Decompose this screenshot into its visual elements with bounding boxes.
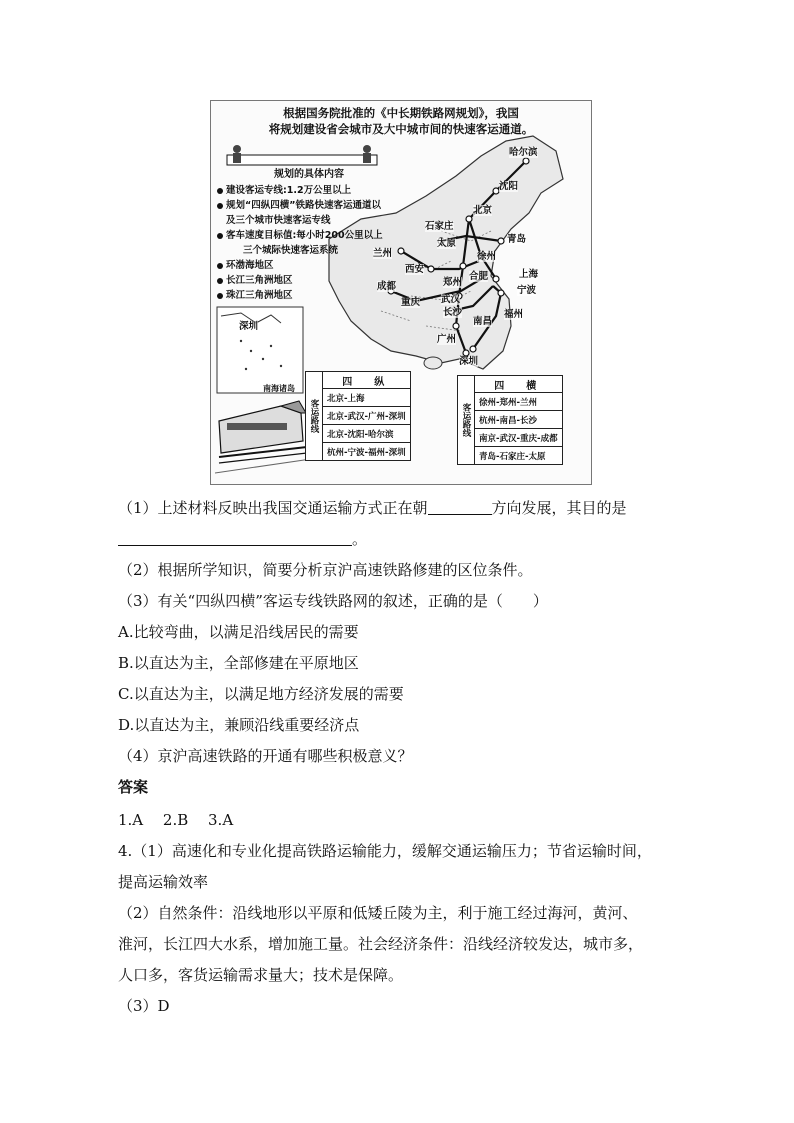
question-3: （3）有关“四纵四横”客运专线铁路网的叙述，正确的是（ ） bbox=[118, 592, 548, 610]
figure-title-line2: 将规划建设省会城市及大中城市间的快速客运通道。 bbox=[268, 122, 534, 136]
legend-item: 规划“四纵四横”铁路快速客运通道以 bbox=[217, 198, 401, 213]
question-4: （4）京沪高速铁路的开通有哪些积极意义？ bbox=[118, 747, 413, 765]
legend-heading: 规划的具体内容 bbox=[274, 169, 344, 180]
question-3-option-b: B.以直达为主，全部修建在平原地区 bbox=[118, 654, 359, 672]
table-row: 杭州-宁波-福州-深圳 bbox=[323, 443, 411, 461]
question-1: （1）上述材料反映出我国交通运输方式正在朝 方向发展，其目的是 bbox=[118, 499, 627, 517]
question-3-option-c: C.以直达为主，以满足地方经济发展的需要 bbox=[118, 685, 404, 703]
city-label-fuzhou: 福州 bbox=[504, 309, 524, 320]
legend-item: 长江三角洲地区 bbox=[217, 273, 401, 288]
legend-item: 环渤海地区 bbox=[217, 258, 401, 273]
table-row: 南京-武汉-重庆-成都 bbox=[475, 429, 563, 447]
table-row: 北京-沈阳-哈尔滨 bbox=[323, 425, 411, 443]
city-label-chongqing: 重庆 bbox=[401, 297, 421, 308]
legend-item: 珠江三角洲地区 bbox=[217, 288, 401, 303]
question-3-option-a: A.比较弯曲，以满足沿线居民的需要 bbox=[118, 623, 359, 641]
question-1-continued: 。 bbox=[118, 528, 367, 549]
city-label-guangzhou: 广州 bbox=[437, 334, 457, 345]
table-four-vertical bbox=[305, 371, 411, 461]
legend-box bbox=[217, 165, 401, 303]
city-label-shenzhen: 深圳 bbox=[459, 356, 479, 367]
answer-mc: 1.A 2.B 3.A bbox=[118, 811, 234, 829]
city-label-shenzhen-inset: 深圳 bbox=[239, 321, 259, 332]
table-heading: 四 纵 bbox=[323, 372, 411, 389]
answer-4-1-line2: 提高运输效率 bbox=[118, 873, 209, 891]
table-row: 北京-上海 bbox=[323, 389, 411, 407]
city-label-ningbo: 宁波 bbox=[517, 285, 537, 296]
answer-4-2-line2: 淮河，长江四大水系，增加施工量。社会经济条件：沿线经济较发达，城市多， bbox=[118, 935, 644, 953]
table-row: 徐州-郑州-兰州 bbox=[475, 393, 563, 411]
city-label-xian: 西安 bbox=[405, 264, 425, 275]
city-label-hefei: 合肥 bbox=[469, 271, 489, 282]
city-label-changsha: 长沙 bbox=[443, 307, 463, 318]
city-label-shenyang: 沈阳 bbox=[499, 181, 519, 192]
city-label-chengdu: 成都 bbox=[377, 281, 397, 292]
city-label-beijing: 北京 bbox=[473, 205, 493, 216]
table-heading: 四 横 bbox=[475, 376, 563, 393]
city-label-shanghai: 上海 bbox=[519, 269, 539, 280]
table-row: 北京-武汉-广州-深圳 bbox=[323, 407, 411, 425]
city-label-taiyuan: 太原 bbox=[437, 238, 457, 249]
city-label-shijiazhuang: 石家庄 bbox=[425, 221, 454, 232]
question-2: （2）根据所学知识，简要分析京沪高速铁路修建的区位条件。 bbox=[118, 561, 533, 579]
legend-item: 及三个城市快速客运专线 bbox=[226, 215, 331, 226]
inset-label: 南海诸岛 bbox=[263, 384, 295, 393]
question-3-option-d: D.以直达为主，兼顾沿线重要经济点 bbox=[118, 716, 360, 734]
table-four-horizontal bbox=[457, 375, 563, 465]
answer-blank[interactable] bbox=[118, 531, 352, 546]
city-label-harbin: 哈尔滨 bbox=[509, 147, 538, 158]
answer-blank[interactable] bbox=[428, 500, 492, 515]
city-label-nanchang: 南昌 bbox=[473, 316, 493, 327]
city-label-qingdao: 青岛 bbox=[507, 234, 527, 245]
city-label-lanzhou: 兰州 bbox=[373, 248, 393, 259]
city-label-wuhan: 武汉 bbox=[441, 294, 461, 305]
legend-item: 客车速度目标值:每小时200公里以上 bbox=[217, 228, 401, 243]
answer-4-1-line1: 4.（1）高速化和专业化提高铁路运输能力，缓解交通运输压力；节省运输时间， bbox=[118, 842, 652, 860]
table-side-label: 客运路线 bbox=[306, 372, 323, 461]
train-illustration bbox=[215, 401, 311, 473]
railway-map-figure bbox=[210, 100, 592, 485]
figure-title bbox=[211, 105, 591, 137]
hainan-island bbox=[424, 357, 442, 369]
legend-item: 建设客运专线:1.2万公里以上 bbox=[217, 183, 401, 198]
table-row: 青岛-石家庄-太原 bbox=[475, 447, 563, 465]
legend-banner bbox=[227, 155, 377, 165]
answer-4-3: （3）D bbox=[118, 997, 170, 1015]
city-label-xuzhou: 徐州 bbox=[477, 251, 497, 262]
answer-4-2-line1: （2）自然条件：沿线地形以平原和低矮丘陵为主，利于施工经过海河，黄河、 bbox=[118, 904, 638, 922]
legend-item: 三个城际快速客运系统 bbox=[243, 245, 339, 256]
table-row: 杭州-南昌-长沙 bbox=[475, 411, 563, 429]
answer-heading: 答案 bbox=[118, 778, 149, 796]
city-label-zhengzhou: 郑州 bbox=[443, 277, 463, 288]
figure-title-line1: 根据国务院批准的《中长期铁路网规划》，我国 bbox=[283, 106, 519, 120]
table-side-label: 客运路线 bbox=[458, 376, 475, 465]
answer-4-2-line3: 人口多，客货运输需求量大；技术是保障。 bbox=[118, 966, 404, 984]
south-china-sea-inset bbox=[217, 307, 303, 393]
